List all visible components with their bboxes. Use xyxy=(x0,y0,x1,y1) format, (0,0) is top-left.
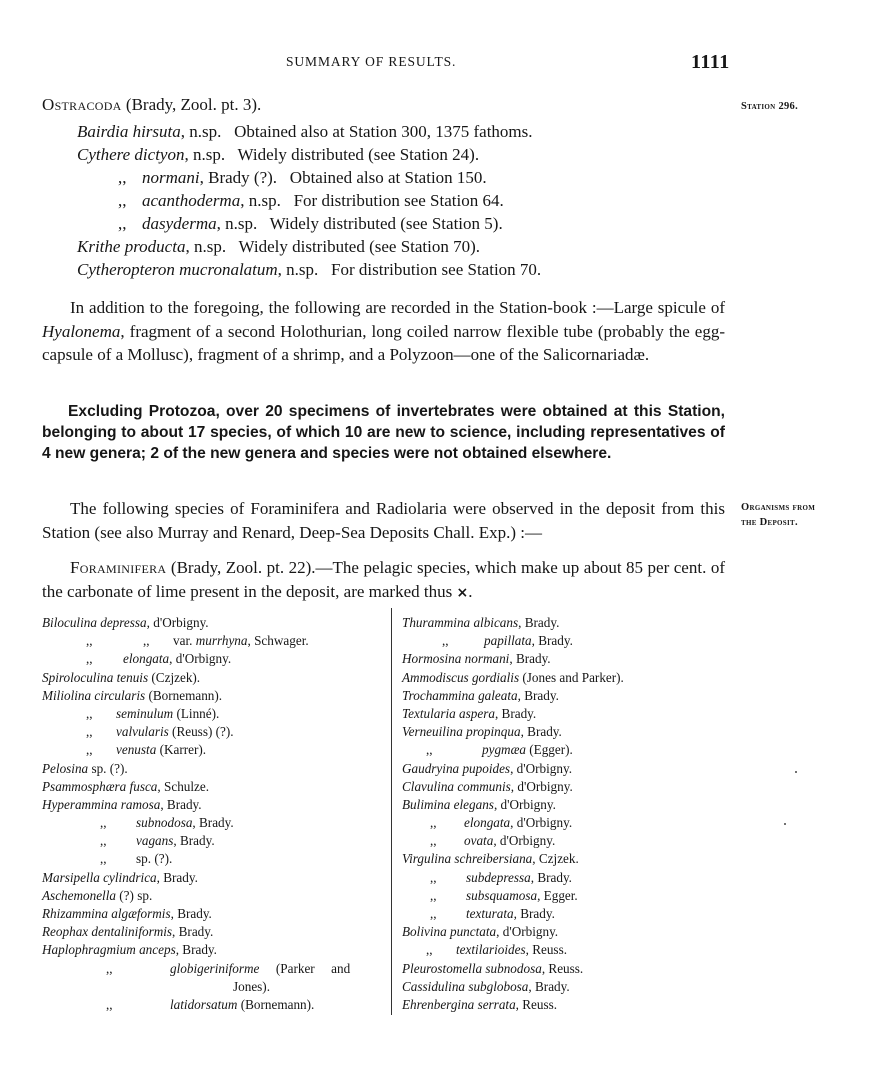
pelagic-mark-icon: × xyxy=(456,584,469,601)
list-item: Ehrenbergina serrata, Reuss. xyxy=(402,996,558,1012)
ditto-mark: ,, xyxy=(100,833,107,849)
side-note-line: Organisms from xyxy=(741,502,816,513)
list-item: Verneuilina propinqua, Brady. xyxy=(402,724,562,740)
ditto-mark: ,, xyxy=(118,168,127,187)
list-item: ,, globigeriniforme (Parker and xyxy=(42,960,382,978)
print-speck xyxy=(795,771,797,773)
species-note: , n.sp. Obtained also at Station 300, 1375 fathoms. xyxy=(180,122,533,141)
print-speck xyxy=(784,823,786,825)
list-item: Marsipella cylindrica, Brady. xyxy=(42,869,198,885)
ditto-mark: ,, xyxy=(426,942,433,958)
list-item: Hyperammina ramosa, Brady. xyxy=(42,796,202,812)
foraminifera-list-right xyxy=(402,614,732,1014)
list-item: Gaudryina pupoides, d'Orbigny. xyxy=(402,760,573,776)
genus-name: Hyalonema xyxy=(42,321,121,341)
list-item: Biloculina depressa, d'Orbigny. xyxy=(42,615,209,630)
list-item: Pelosina sp. (?). xyxy=(42,760,128,776)
species-name: acanthoderma xyxy=(142,191,241,210)
ditto-mark: ,, xyxy=(430,815,437,831)
list-item: ,, subsquamosa, Egger. xyxy=(402,887,732,905)
ditto-mark: ,, xyxy=(430,887,437,903)
list-item: ,, subnodosa, Brady. xyxy=(42,814,382,832)
species-line xyxy=(77,120,533,143)
list-item: Psammosphæra fusca, Schulze. xyxy=(42,778,210,794)
species-note: , n.sp. Widely distributed (see Station 5). xyxy=(216,214,503,233)
paragraph-deposit: The following species of Foraminifera and Radiolaria were observed in the deposit from this Station (see also Murray and Renard, Deep-Sea Deposits Chall. Exp.) :— xyxy=(42,499,725,542)
species-line xyxy=(118,212,503,235)
group-name: Ostracoda xyxy=(42,95,122,114)
station-summary: Excluding Protozoa, over 20 specimens of invertebrates were obtained at this Station, belonging to about 17 species, of which 10 are new to science, including representatives of 4 new genera; 2 of the new genera and species were not obtained elsewhere. xyxy=(42,403,725,462)
list-item: Trochammina galeata, Brady. xyxy=(402,687,559,703)
ditto-mark: ,, xyxy=(106,996,113,1012)
species-line xyxy=(77,258,541,281)
side-note-line: the Deposit. xyxy=(741,517,798,528)
group-reference: (Brady, Zool. pt. 3). xyxy=(121,95,262,114)
ditto-mark: ,, xyxy=(86,742,93,758)
ditto-mark: ,, xyxy=(86,705,93,721)
list-item: ,, elongata, d'Orbigny. xyxy=(402,814,732,832)
ditto-mark: ,, xyxy=(86,651,93,667)
species-note: , Brady (?). Obtained also at Station 150. xyxy=(199,168,487,187)
ditto-mark: ,, xyxy=(118,191,127,210)
species-note: , n.sp. Widely distributed (see Station 24). xyxy=(184,145,480,164)
list-item: ,, valvularis (Reuss) (?). xyxy=(42,723,382,741)
ditto-mark: ,, xyxy=(426,742,433,758)
list-item: Textularia aspera, Brady. xyxy=(402,705,537,721)
foraminifera-list-left xyxy=(42,614,382,1014)
list-item: ,, ovata, d'Orbigny. xyxy=(402,832,732,850)
ditto-mark: ,, xyxy=(118,214,127,233)
list-item: Cassidulina subglobosa, Brady. xyxy=(402,978,570,994)
list-item: ,, latidorsatum (Bornemann). xyxy=(42,996,382,1014)
species-name: dasyderma xyxy=(142,214,217,233)
ostracoda-heading xyxy=(42,95,261,115)
list-item: ,, pygmæa (Egger). xyxy=(402,741,732,759)
list-item: Miliolina circularis (Bornemann). xyxy=(42,687,223,703)
side-note-station: Station 296. xyxy=(741,101,799,112)
ditto-mark: ,, xyxy=(100,815,107,831)
ditto-mark: ,, xyxy=(430,906,437,921)
species-note: , n.sp. For distribution see Station 70. xyxy=(277,260,542,279)
list-item: ,, venusta (Karrer). xyxy=(42,741,382,759)
running-title: SUMMARY OF RESULTS. xyxy=(286,54,457,69)
ditto-mark: ,, xyxy=(86,633,93,649)
ditto-mark: ,, xyxy=(430,833,437,849)
species-line xyxy=(118,166,487,189)
ditto-mark: ,, xyxy=(430,869,437,885)
species-name: Bairdia hirsuta xyxy=(77,122,181,141)
species-note: , n.sp. Widely distributed (see Station 70). xyxy=(185,237,481,256)
list-item: Haplophragmium anceps, Brady. xyxy=(42,942,217,958)
list-item: ,, elongata, d'Orbigny. xyxy=(42,650,382,668)
list-item: Ammodiscus gordialis (Jones and Parker). xyxy=(402,669,624,685)
list-item: Thurammina albicans, Brady. xyxy=(402,615,560,630)
list-item: Aschemonella (?) sp. xyxy=(42,887,153,903)
species-line xyxy=(118,189,504,212)
list-item: Pleurostomella subnodosa, Reuss. xyxy=(402,960,584,976)
species-name: Cythere dictyon xyxy=(77,145,185,164)
list-item: ,, seminulum (Linné). xyxy=(42,705,382,723)
species-line xyxy=(77,235,480,258)
list-item: Spiroloculina tenuis (Czjzek). xyxy=(42,669,201,685)
ditto-mark: ,, xyxy=(100,851,107,867)
list-item: Bulimina elegans, d'Orbigny. xyxy=(402,796,556,812)
list-item: Rhizammina algæformis, Brady. xyxy=(42,906,212,921)
species-line xyxy=(77,143,479,166)
list-item: Hormosina normani, Brady. xyxy=(402,651,551,667)
group-name: Foraminifera xyxy=(70,558,167,577)
list-item: ,, textilarioides, Reuss. xyxy=(402,941,732,959)
ditto-mark: ,, xyxy=(143,633,150,649)
list-item: ,, texturata, Brady. xyxy=(402,905,732,923)
species-name: Cytheropteron mucronalatum xyxy=(77,260,278,279)
list-item: Clavulina communis, d'Orbigny. xyxy=(402,778,573,794)
ditto-mark: ,, xyxy=(442,633,449,649)
ditto-mark: ,, xyxy=(86,724,93,740)
foraminifera-intro: Foraminifera (Brady, Zool. pt. 22).—The pelagic species, which make up about 85 per cent. of the carbonate of lime present in the deposit, are marked thus ×. xyxy=(42,558,725,601)
paragraph-additional-records: In addition to the foregoing, the following are recorded in the Station-book :—Large spicule of Hyalonema, fragment of a second Holothurian, long coiled narrow flexible tube (probably the egg-capsule of a Mollusc), fragment of a shrimp, and a Polyzoon—one of the Salicornariadæ. xyxy=(42,298,725,364)
list-item: Virgulina schreibersiana, Czjzek. xyxy=(402,851,579,867)
list-item: Bolivina punctata, d'Orbigny. xyxy=(402,924,559,940)
column-divider xyxy=(391,608,392,1015)
list-item: ,, ,, var. murrhyna, Schwager. xyxy=(42,632,382,650)
species-name: Krithe producta xyxy=(77,237,186,256)
ditto-mark: ,, xyxy=(106,960,113,976)
side-note-organisms xyxy=(741,500,815,530)
list-item: Jones). xyxy=(233,978,270,994)
list-item: Reophax dentaliniformis, Brady. xyxy=(42,924,214,940)
list-item: ,, vagans, Brady. xyxy=(42,832,382,850)
list-item: ,, sp. (?). xyxy=(42,850,382,868)
species-name: normani xyxy=(142,168,200,187)
species-note: , n.sp. For distribution see Station 64. xyxy=(240,191,504,210)
list-item: ,, papillata, Brady. xyxy=(402,632,732,650)
list-item: ,, subdepressa, Brady. xyxy=(402,869,732,887)
page-header xyxy=(0,51,880,76)
page-number: 1111 xyxy=(691,51,730,73)
